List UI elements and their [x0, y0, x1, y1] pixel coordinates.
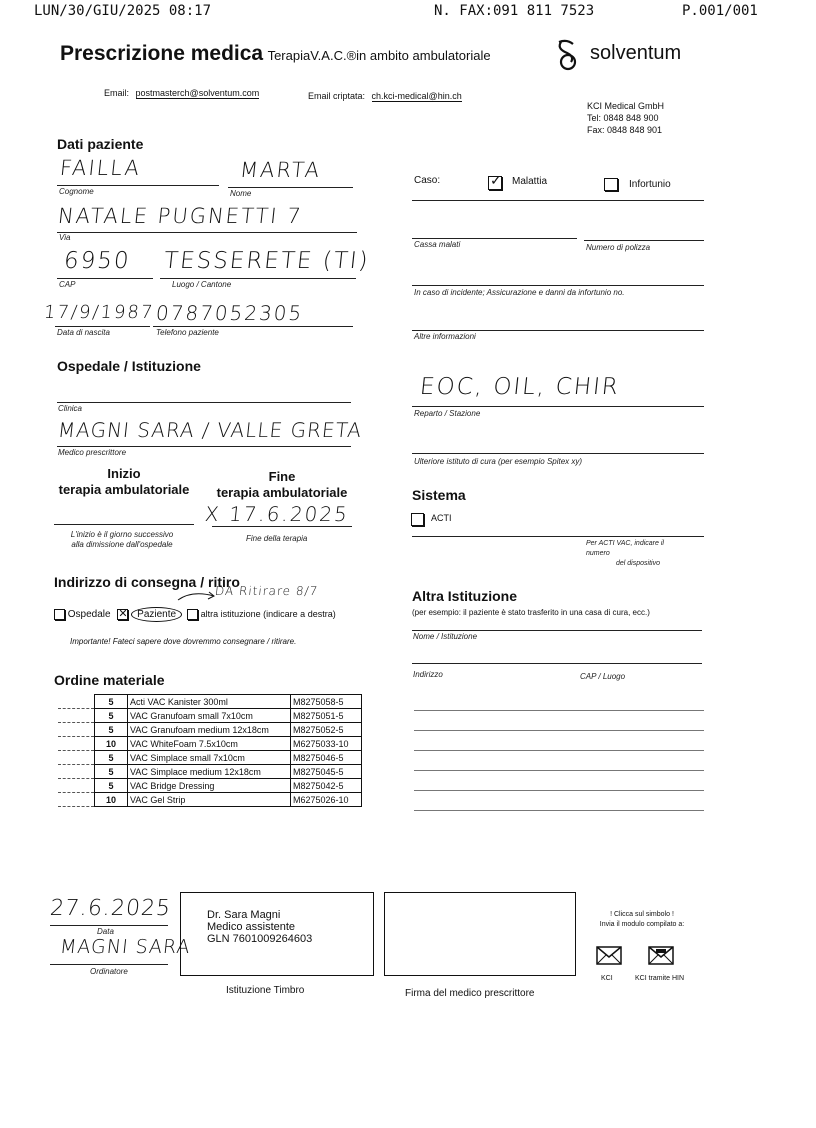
order-qty-cell[interactable]: 5	[95, 709, 128, 723]
device-note1: Per ACTI VAC, indicare il	[586, 540, 664, 547]
device-note2: numero	[586, 550, 610, 557]
table-row	[58, 765, 362, 779]
footer-date[interactable]: 27.6.2025	[48, 896, 173, 921]
patient-heading: Dati paziente	[57, 136, 144, 152]
policy-label: Numero di polizza	[586, 243, 651, 252]
case-accident-label: Infortunio	[629, 179, 671, 190]
arrow-icon	[176, 588, 218, 604]
surname-label: Cognome	[59, 187, 94, 196]
email-crypt-label: Email criptata:	[308, 91, 366, 101]
therapy-start-title: Inizio	[107, 466, 141, 481]
acti-checkbox[interactable]	[411, 511, 424, 529]
fax-datetime: LUN/30/GIU/2025 08:17	[34, 3, 212, 19]
footer-date-label: Data	[97, 927, 114, 936]
form-title	[60, 42, 491, 66]
name-label: Nome	[230, 189, 252, 198]
city-label: Luogo / Cantone	[172, 280, 232, 289]
patient-street[interactable]: NATALE PUGNETTI 7	[56, 204, 304, 228]
stamp-line1: Dr. Sara Magni	[207, 909, 281, 921]
patient-zip[interactable]: 6950	[62, 248, 132, 274]
order-item-cell[interactable]: VAC Simplace medium 12x18cm	[128, 765, 291, 779]
clinic-label: Clinica	[58, 404, 83, 413]
order-qty-cell[interactable]: 5	[95, 765, 128, 779]
order-code-cell[interactable]: M6275033-10	[291, 737, 362, 751]
institution-address-label: Indirizzo	[413, 670, 443, 679]
device-note3: del dispositivo	[616, 560, 660, 567]
delivery-note: Importante! Fateci sapere dove dovremmo consegnare / ritirare.	[70, 637, 297, 646]
therapy-start-note1: L'inizio è il giorno successivo	[70, 530, 174, 539]
other-info-label: Altre informazioni	[414, 332, 476, 341]
send-kci-hin-button[interactable]	[648, 944, 674, 971]
send-instructions	[586, 910, 698, 930]
therapy-end-sub: terapia ambulatoriale	[216, 485, 348, 500]
delivery-handwritten-note: DA Ritirare 8/7	[214, 584, 319, 598]
patient-dob[interactable]: 17/9/1987	[42, 302, 156, 323]
doctor-label: Medico prescrittore	[58, 448, 127, 457]
email-row	[104, 88, 259, 98]
stamp-line2: Medico assistente	[207, 921, 296, 933]
order-prefix-cell	[58, 779, 95, 793]
table-row	[58, 709, 362, 723]
order-item-cell[interactable]: VAC Bridge Dressing	[128, 779, 291, 793]
order-prefix-cell	[58, 793, 95, 807]
zip-label: CAP	[59, 280, 76, 289]
case-accident-checkbox[interactable]	[604, 176, 618, 194]
company-tel: Tel: 0848 848 900	[587, 113, 659, 123]
order-code-cell[interactable]: M6275026-10	[291, 793, 362, 807]
footer-orderer[interactable]: MAGNI SARA	[58, 936, 192, 958]
send-click-line2: Invia il modulo compilato a:	[599, 921, 685, 928]
order-prefix-cell	[58, 723, 95, 737]
order-item-cell[interactable]: VAC WhiteFoam 7.5x10cm	[128, 737, 291, 751]
case-illness-label: Malattia	[512, 176, 548, 187]
company-fax: Fax: 0848 848 901	[587, 125, 663, 135]
therapy-start-sub: terapia ambulatoriale	[58, 482, 190, 497]
envelope-hin-icon	[648, 944, 674, 966]
dob-label: Data di nascita	[57, 328, 110, 337]
other-institution-heading: Altra Istituzione	[412, 588, 518, 604]
check-mark-icon: ✓	[490, 171, 502, 188]
order-code-cell[interactable]: M8275058-5	[291, 695, 362, 709]
insurer-label: Cassa malati	[414, 240, 461, 249]
accident-insurance-label: In caso di incidente; Assicurazione e danni da infortunio no.	[414, 288, 625, 297]
phone-label: Telefono paziente	[156, 328, 219, 337]
delivery-other-checkbox[interactable]	[187, 609, 198, 620]
email-link[interactable]: postmasterch@solventum.com	[135, 88, 260, 98]
street-label: Via	[59, 233, 71, 242]
table-row	[58, 695, 362, 709]
stamp-label: Istituzione Timbro	[226, 985, 305, 996]
company-name: KCI Medical GmbH	[587, 101, 665, 111]
order-item-cell[interactable]: VAC Gel Strip	[128, 793, 291, 807]
case-label: Caso:	[414, 175, 441, 186]
footer-orderer-label: Ordinatore	[90, 967, 128, 976]
delivery-options	[54, 609, 336, 620]
therapy-end-value[interactable]: X 17.6.2025	[203, 502, 351, 526]
title-sub: TerapiaV.A.C.®in ambito ambulatoriale	[267, 48, 491, 63]
order-qty-cell[interactable]: 5	[95, 695, 128, 709]
order-qty-cell[interactable]: 10	[95, 793, 128, 807]
therapy-start-note	[62, 530, 182, 550]
stamp-text	[207, 909, 312, 945]
hospital-heading: Ospedale / Istituzione	[57, 358, 201, 374]
order-prefix-cell	[58, 765, 95, 779]
table-row	[58, 723, 362, 737]
email-crypt-link[interactable]: ch.kci-medical@hin.ch	[371, 91, 462, 101]
table-row	[58, 751, 362, 765]
table-row	[58, 779, 362, 793]
order-code-cell[interactable]: M8275045-5	[291, 765, 362, 779]
solventum-logo	[553, 38, 585, 77]
delivery-hospital-label: Ospedale	[67, 609, 111, 621]
signature-box[interactable]	[384, 892, 576, 976]
ward-value[interactable]: EOC, OIL, CHIR	[418, 374, 622, 400]
patient-phone[interactable]: 0787052305	[154, 301, 305, 325]
order-prefix-cell	[58, 695, 95, 709]
acti-label: ACTI	[431, 513, 452, 523]
order-qty-cell[interactable]: 5	[95, 751, 128, 765]
delivery-heading: Indirizzo di consegna / ritiro	[54, 574, 240, 590]
system-heading: Sistema	[412, 487, 466, 503]
order-qty-cell[interactable]: 10	[95, 737, 128, 751]
other-institution-note: (per esempio: il paziente è stato trasferito in una casa di cura, ecc.)	[412, 608, 650, 617]
fax-page: P.001/001	[682, 3, 758, 19]
device-number-note	[586, 539, 664, 569]
patient-city[interactable]: TESSERETE (TI)	[162, 248, 371, 274]
signature-label: Firma del medico prescrittore	[405, 988, 535, 999]
order-item-cell[interactable]: VAC Granufoam small 7x10cm	[128, 709, 291, 723]
therapy-start-note2: alla dimissione dall'ospedale	[71, 540, 173, 549]
case-illness-checkbox[interactable]	[488, 171, 502, 192]
order-prefix-cell	[58, 709, 95, 723]
fax-number: N. FAX:091 811 7523	[434, 3, 595, 19]
order-item-cell[interactable]: Acti VAC Kanister 300ml	[128, 695, 291, 709]
company-contact	[587, 100, 664, 136]
order-qty-cell[interactable]: 5	[95, 779, 128, 793]
order-item-cell[interactable]: VAC Simplace small 7x10cm	[128, 751, 291, 765]
delivery-hospital-checkbox[interactable]	[54, 609, 65, 620]
patient-name[interactable]: MARTA	[238, 158, 323, 182]
order-table	[58, 694, 362, 807]
email-label: Email:	[104, 88, 130, 98]
therapy-end-note: Fine della terapia	[246, 534, 308, 543]
send-kci-button[interactable]	[596, 944, 622, 971]
stamp-line3: GLN 7601009264603	[207, 933, 313, 945]
institution-name-label: Nome / Istituzione	[413, 632, 478, 641]
send-kci-label: KCI	[601, 975, 613, 982]
order-qty-cell[interactable]: 5	[95, 723, 128, 737]
table-row	[58, 737, 362, 751]
delivery-other-label: altra istituzione (indicare a destra)	[200, 609, 336, 620]
send-click-line1: ! Clicca sul simbolo !	[610, 911, 674, 918]
brand-name: solventum	[590, 42, 682, 64]
patient-surname[interactable]: FAILLA	[58, 156, 143, 180]
envelope-icon	[596, 944, 622, 966]
institution-stamp-box[interactable]	[180, 892, 374, 976]
send-kci-hin-label: KCI tramite HIN	[635, 975, 685, 982]
cross-mark-icon: ✕	[118, 608, 128, 620]
order-prefix-cell	[58, 737, 95, 751]
delivery-patient-label: Paziente	[131, 607, 182, 622]
order-heading: Ordine materiale	[54, 672, 165, 688]
order-code-cell[interactable]: M8275046-5	[291, 751, 362, 765]
therapy-start-heading	[54, 466, 194, 498]
institution-zip-label: CAP / Luogo	[580, 672, 626, 681]
therapy-end-heading	[212, 469, 352, 501]
prescribing-doctor[interactable]: MAGNI SARA / VALLE GRETA	[56, 418, 364, 442]
title-main: Prescrizione medica	[60, 42, 264, 65]
table-row	[58, 793, 362, 807]
order-code-cell[interactable]: M8275052-5	[291, 723, 362, 737]
order-prefix-cell	[58, 751, 95, 765]
order-item-cell[interactable]: VAC Granufoam medium 12x18cm	[128, 723, 291, 737]
therapy-end-title: Fine	[268, 469, 296, 484]
order-code-cell[interactable]: M8275051-5	[291, 709, 362, 723]
email-crypt-row	[308, 91, 462, 101]
solventum-logo-icon	[553, 38, 585, 72]
order-code-cell[interactable]: M8275042-5	[291, 779, 362, 793]
further-care-label: Ulteriore istituto di cura (per esempio Spitex xy)	[414, 457, 583, 466]
ward-label: Reparto / Stazione	[414, 409, 481, 418]
delivery-patient-checkbox[interactable]	[117, 609, 128, 620]
